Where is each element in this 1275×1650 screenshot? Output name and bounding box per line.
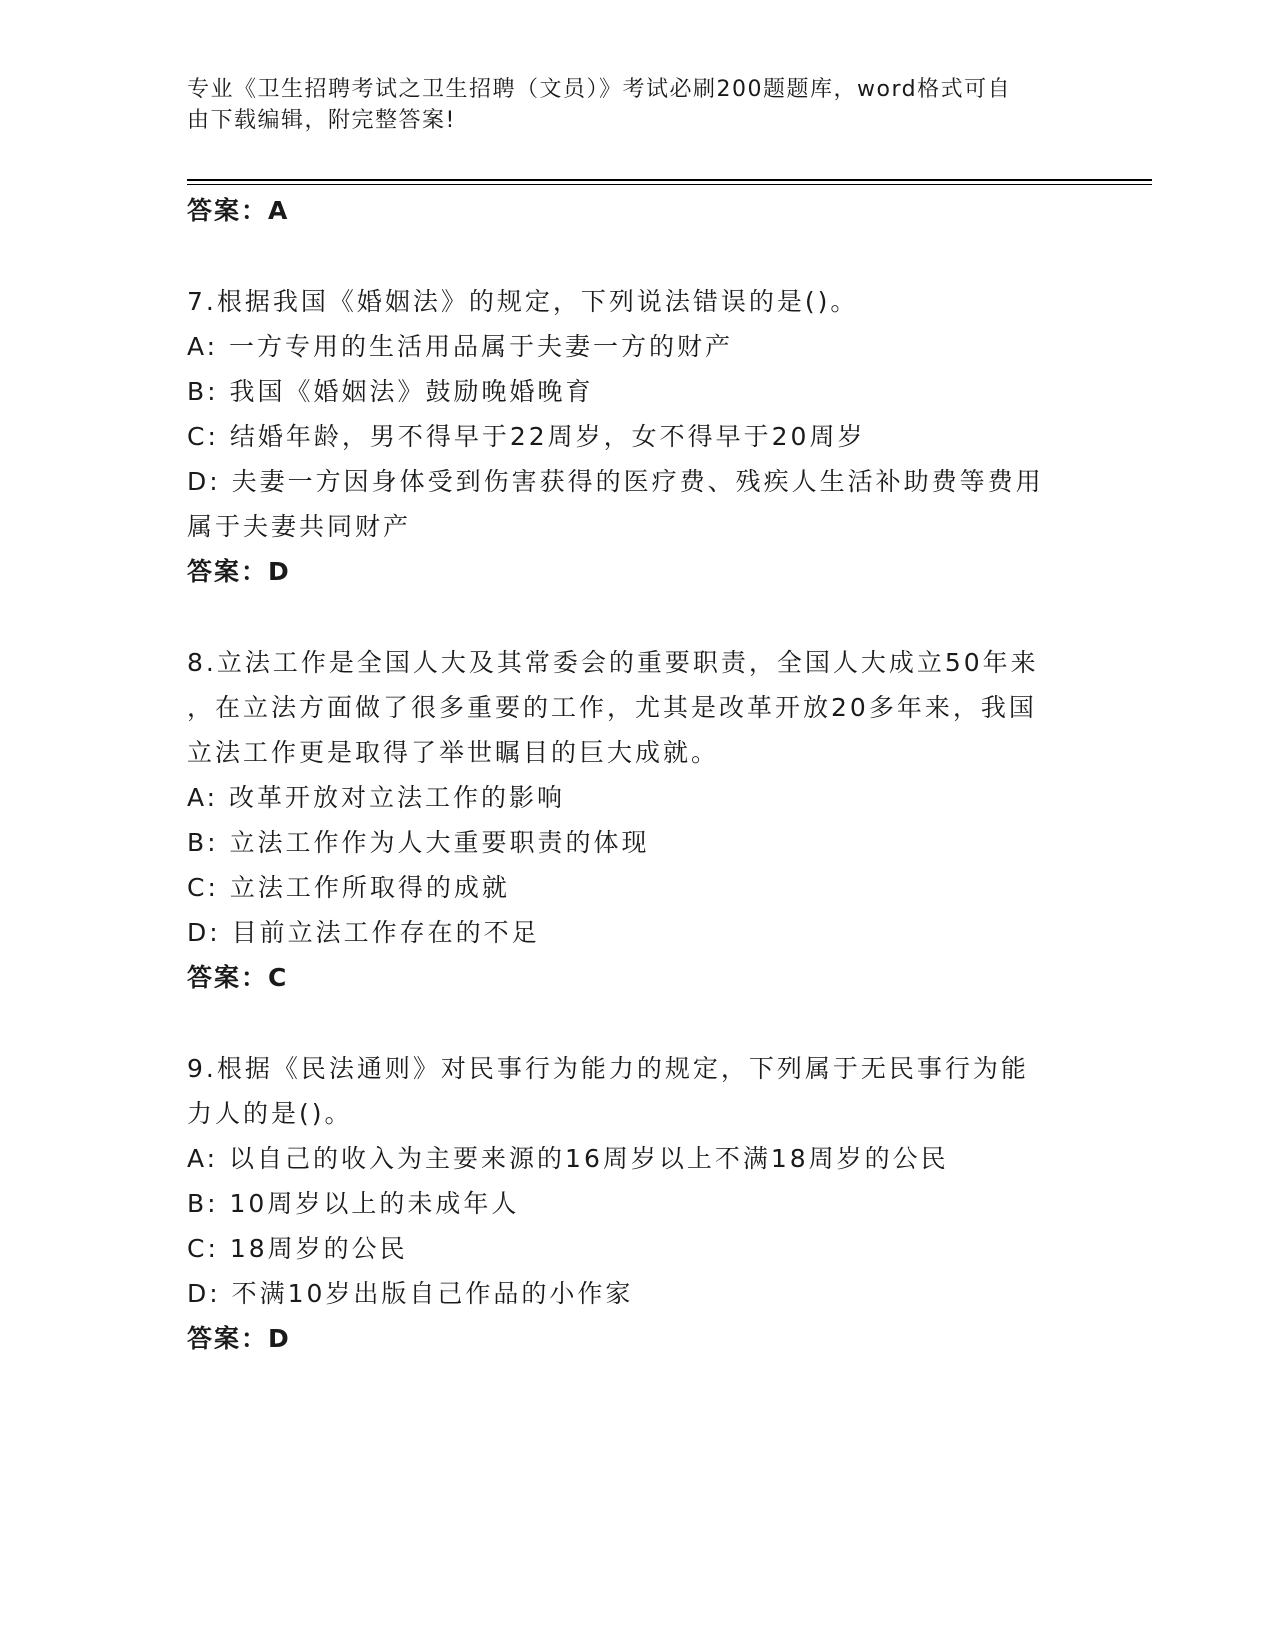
option-b: B: 10周岁以上的未成年人 xyxy=(187,1189,520,1218)
question-stem-continued: 立法工作更是取得了举世瞩目的巨大成就。 xyxy=(187,738,720,767)
option-c: C: 立法工作所取得的成就 xyxy=(187,873,510,902)
question-stem: 8.立法工作是全国人大及其常委会的重要职责，全国人大成立50年来 xyxy=(187,648,1039,677)
question-stem-continued: 力人的是()。 xyxy=(187,1099,353,1128)
header-line-1: 专业《卫生招聘考试之卫生招聘（文员）》考试必刷200题题库，word格式可自 xyxy=(187,77,1012,102)
option-a: A: 以自己的收入为主要来源的16周岁以上不满18周岁的公民 xyxy=(187,1144,949,1173)
option-a: A: 一方专用的生活用品属于夫妻一方的财产 xyxy=(187,332,734,361)
question-block-8 xyxy=(187,640,1067,1000)
answer: 答案：D xyxy=(187,557,291,586)
option-c: C: 结婚年龄，男不得早于22周岁，女不得早于20周岁 xyxy=(187,422,866,451)
header-line-2: 由下载编辑，附完整答案! xyxy=(187,108,456,133)
question-stem: 7.根据我国《婚姻法》的规定，下列说法错误的是()。 xyxy=(187,287,859,316)
header-rule-thick xyxy=(187,179,1152,181)
option-d: D: 夫妻一方因身体受到伤害获得的医疗费、残疾人生活补助费等费用 xyxy=(187,467,1044,496)
option-d: D: 目前立法工作存在的不足 xyxy=(187,918,540,947)
question-block-9 xyxy=(187,1046,1067,1361)
spacer xyxy=(187,233,1067,279)
option-b: B: 立法工作作为人大重要职责的体现 xyxy=(187,828,650,857)
option-d: D: 不满10岁出版自己作品的小作家 xyxy=(187,1279,634,1308)
option-a: A: 改革开放对立法工作的影响 xyxy=(187,783,566,812)
option-c: C: 18周岁的公民 xyxy=(187,1234,408,1263)
document-content xyxy=(187,188,1067,1361)
question-stem-continued: ，在立法方面做了很多重要的工作，尤其是改革开放20多年来，我国 xyxy=(187,693,1037,722)
spacer xyxy=(187,1000,1067,1046)
document-header xyxy=(187,74,1067,136)
option-d-continued: 属于夫妻共同财产 xyxy=(187,512,412,541)
question-block-7 xyxy=(187,279,1067,594)
answer: 答案：C xyxy=(187,963,289,992)
answer: 答案：D xyxy=(187,1324,291,1353)
option-b: B: 我国《婚姻法》鼓励晚婚晚育 xyxy=(187,377,594,406)
spacer xyxy=(187,594,1067,640)
header-rule-thin xyxy=(187,184,1152,185)
question-stem: 9.根据《民法通则》对民事行为能力的规定，下列属于无民事行为能 xyxy=(187,1054,1029,1083)
previous-answer: 答案：A xyxy=(187,196,290,225)
